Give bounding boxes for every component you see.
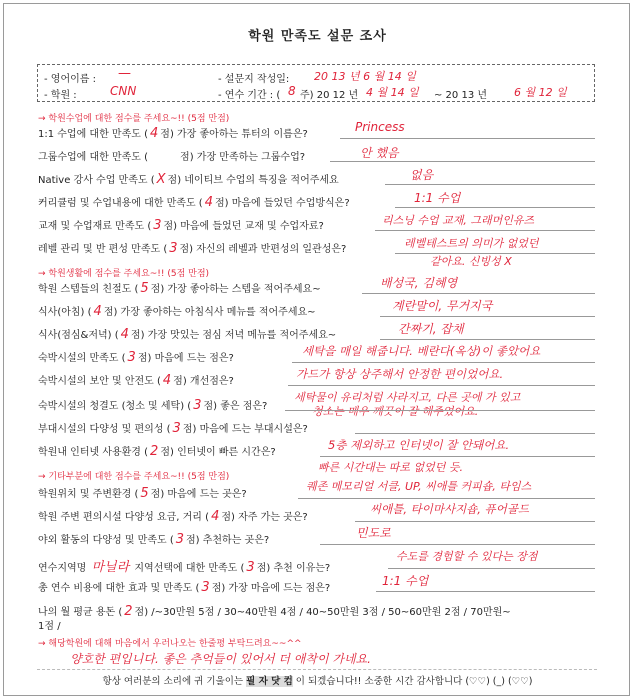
allowance-row-continued: 1점 / <box>38 621 61 632</box>
period-end: 6 월 12 일 <box>514 86 567 99</box>
answer-text-continued: 청소는 매우 깨끗이 잘 해주었어요. <box>312 405 479 418</box>
footer-brand: 필 자 닷 컴 <box>246 676 293 687</box>
answer-underline <box>376 591 595 592</box>
answer-text-continued: 같아요. 신빙성 X <box>430 255 512 268</box>
name-value: — <box>118 66 131 81</box>
question-row: 총 연수 비용에 대한 효과 및 만족도 ( 3 점) 가장 마음에 드는 점은? <box>38 580 331 595</box>
question-row: 학원내 인터넷 사용환경 ( 2 점) 인터넷이 빠른 시간은? <box>38 444 276 459</box>
academy-label: - 학원 : <box>44 90 77 101</box>
answer-underline <box>298 498 595 499</box>
date-label: - 설문지 작성일: <box>218 74 290 85</box>
academy-value: CNN <box>110 84 137 98</box>
section-heading-classes: → 학원수업에 대한 점수를 주세요~!! (5점 만점) <box>38 114 230 124</box>
answer-underline <box>320 544 595 545</box>
answer-underline <box>388 568 595 569</box>
answer-underline <box>362 293 595 294</box>
question-row: 학원 주변 편의시설 다양성 요금, 거리 ( 4 점) 자주 가는 곳은? <box>38 509 308 524</box>
answer-text: 민도로 <box>356 526 391 540</box>
answer-underline <box>285 410 595 411</box>
page-title: 학원 만족도 설문 조사 <box>248 29 387 44</box>
footer-text: 항상 여러분의 소리에 귀 기울이는 필 자 닷 컴 이 되겠습니다!! 소중한 시간 감사합니다 (♡♡) (_) (♡♡) <box>102 676 533 687</box>
date-value: 20 13 년 6 월 14 일 <box>314 70 416 83</box>
period-text: 주) 20 12 년 <box>300 90 359 101</box>
answer-underline <box>375 230 595 231</box>
answer-underline <box>320 456 595 457</box>
question-row: 부대시설의 다양성 및 편의성 ( 3 점) 마음에 드는 부대시설은? <box>38 421 308 436</box>
period-sep: ~ 20 13 년 <box>434 90 488 101</box>
answer-text: 가드가 항상 상주해서 안정한 편이었어요. <box>296 367 504 381</box>
answer-text: 씨애틀, 타이마사지숍, 퓨어골드 <box>370 502 530 516</box>
section-heading-other: → 기타부분에 대한 점수를 주세요~!! (5점 만점) <box>38 472 230 482</box>
section-heading-life: → 학원생활에 점수를 주세요~!! (5점 만점) <box>38 269 210 279</box>
answer-text: 퀘존 메모리얼 서클, UP, 씨애틀 커피숍, 타임스 <box>306 480 532 493</box>
question-row: 숙박시설의 보안 및 안전도 ( 4 점) 개선점은? <box>38 373 234 388</box>
answer-text: 리스닝 수업 교재, 그래머인유즈 <box>382 214 535 227</box>
answer-text-continued: 빠른 시간대는 따로 없었던 듯. <box>318 461 463 474</box>
score-value: 2 <box>124 604 133 619</box>
section-heading-review: → 해당학원에 대해 마음에서 우러나오는 한줄평 부탁드려요~~^^ <box>38 639 302 649</box>
answer-underline <box>385 184 595 185</box>
score-value: 4 <box>150 126 159 141</box>
period-weeks: 8 <box>288 84 296 98</box>
answer-text: 1:1 수업 <box>382 574 429 588</box>
review-underline <box>37 669 597 670</box>
question-row: 커리큘럼 및 수업내용에 대한 만족도 ( 4 점) 마음에 들었던 수업방식은? <box>38 195 350 210</box>
period-label: - 연수 기간 : ( <box>218 90 281 101</box>
question-row: 레벨 관리 및 반 편성 만족도 ( 3 점) 자신의 레벨과 반편성의 일관성은? <box>38 241 347 256</box>
review-text: 양호한 편입니다. 좋은 추억들이 있어서 더 애착이 가네요. <box>70 652 371 666</box>
question-row: 야외 활동의 다양성 및 만족도 ( 3 점) 추천하는 곳은? <box>38 532 270 547</box>
question-row: 숙박시설의 만족도 ( 3 점) 마음에 드는 점은? <box>38 350 234 365</box>
answer-underline <box>292 362 595 363</box>
region-value: 마닐라 <box>91 560 130 575</box>
answer-underline <box>395 207 595 208</box>
answer-underline <box>380 339 595 340</box>
answer-text: 세탁물이 유리처럼 사라지고, 다른 곳에 가 있고 <box>294 391 521 404</box>
period-start: 4 월 14 일 <box>366 86 419 99</box>
answer-underline <box>340 138 595 139</box>
question-row: 식사(아침) ( 4 점) 가장 좋아하는 아침식사 메뉴를 적어주세요~ <box>38 304 316 319</box>
allowance-row: 나의 월 평균 용돈 ( 2 점) /~30만원 5점 / 30~40만원 4점 / 40~50만원 3점 / 50~60만원 2점 / 70만원~ <box>38 604 511 619</box>
answer-text: 세탁을 매일 해줍니다. 베란다(옥상)이 좋았어요 <box>302 344 541 358</box>
answer-underline <box>355 521 595 522</box>
answer-underline <box>380 316 595 317</box>
answer-underline <box>395 253 595 254</box>
answer-text: 안 했음 <box>360 146 399 160</box>
question-row: 1:1 수업에 대한 만족도 ( 4 점) 가장 좋아하는 튜터의 이름은? <box>38 126 308 141</box>
answer-text: 레벨테스트의 의미가 없었던 <box>404 237 539 250</box>
answer-underline <box>288 385 595 386</box>
answer-text: 계란말이, 무거지국 <box>392 299 493 313</box>
question-row: 학원 스텝들의 친절도 ( 5 점) 가장 좋아하는 스텝을 적어주세요~ <box>38 281 321 296</box>
answer-text: Princess <box>355 120 405 134</box>
name-label: - 영어이름 : <box>44 74 96 85</box>
answer-underline <box>330 161 595 162</box>
answer-text: 5층 제외하고 인터넷이 잘 안돼어요. <box>328 438 510 452</box>
question-row: 그룹수업에 대한 만족도 ( 점) 가장 만족하는 그룹수업? <box>38 152 306 163</box>
answer-text: 배성국, 김혜영 <box>380 276 458 290</box>
question-row: 교재 및 수업재료 만족도 ( 3 점) 마음에 들었던 교재 및 수업자료? <box>38 218 324 233</box>
answer-text: 1:1 수업 <box>414 191 461 205</box>
info-box <box>37 64 595 102</box>
question-row: 식사(점심&저녁) ( 4 점) 가장 맛있는 점심 저녁 메뉴를 적어주세요~ <box>38 327 337 342</box>
answer-text: 간짜기, 잡채 <box>398 322 464 336</box>
answer-text: 없음 <box>410 168 434 182</box>
question-row: 학원위치 및 주변환경 ( 5 점) 마음에 드는 곳은? <box>38 486 247 501</box>
question-row: 연수지역명 마닐라 지역선택에 대한 만족도 ( 3 점) 추천 이유는? <box>38 560 331 575</box>
question-row: Native 강사 수업 만족도 ( X 점) 네이티브 수업의 특징을 적어주세요 <box>38 172 339 187</box>
answer-underline <box>355 433 595 434</box>
question-row: 숙박시설의 청결도 (청소 및 세탁) ( 3 점) 좋은 점은? <box>38 398 268 413</box>
answer-text: 수도를 경험할 수 있다는 장점 <box>396 550 538 563</box>
